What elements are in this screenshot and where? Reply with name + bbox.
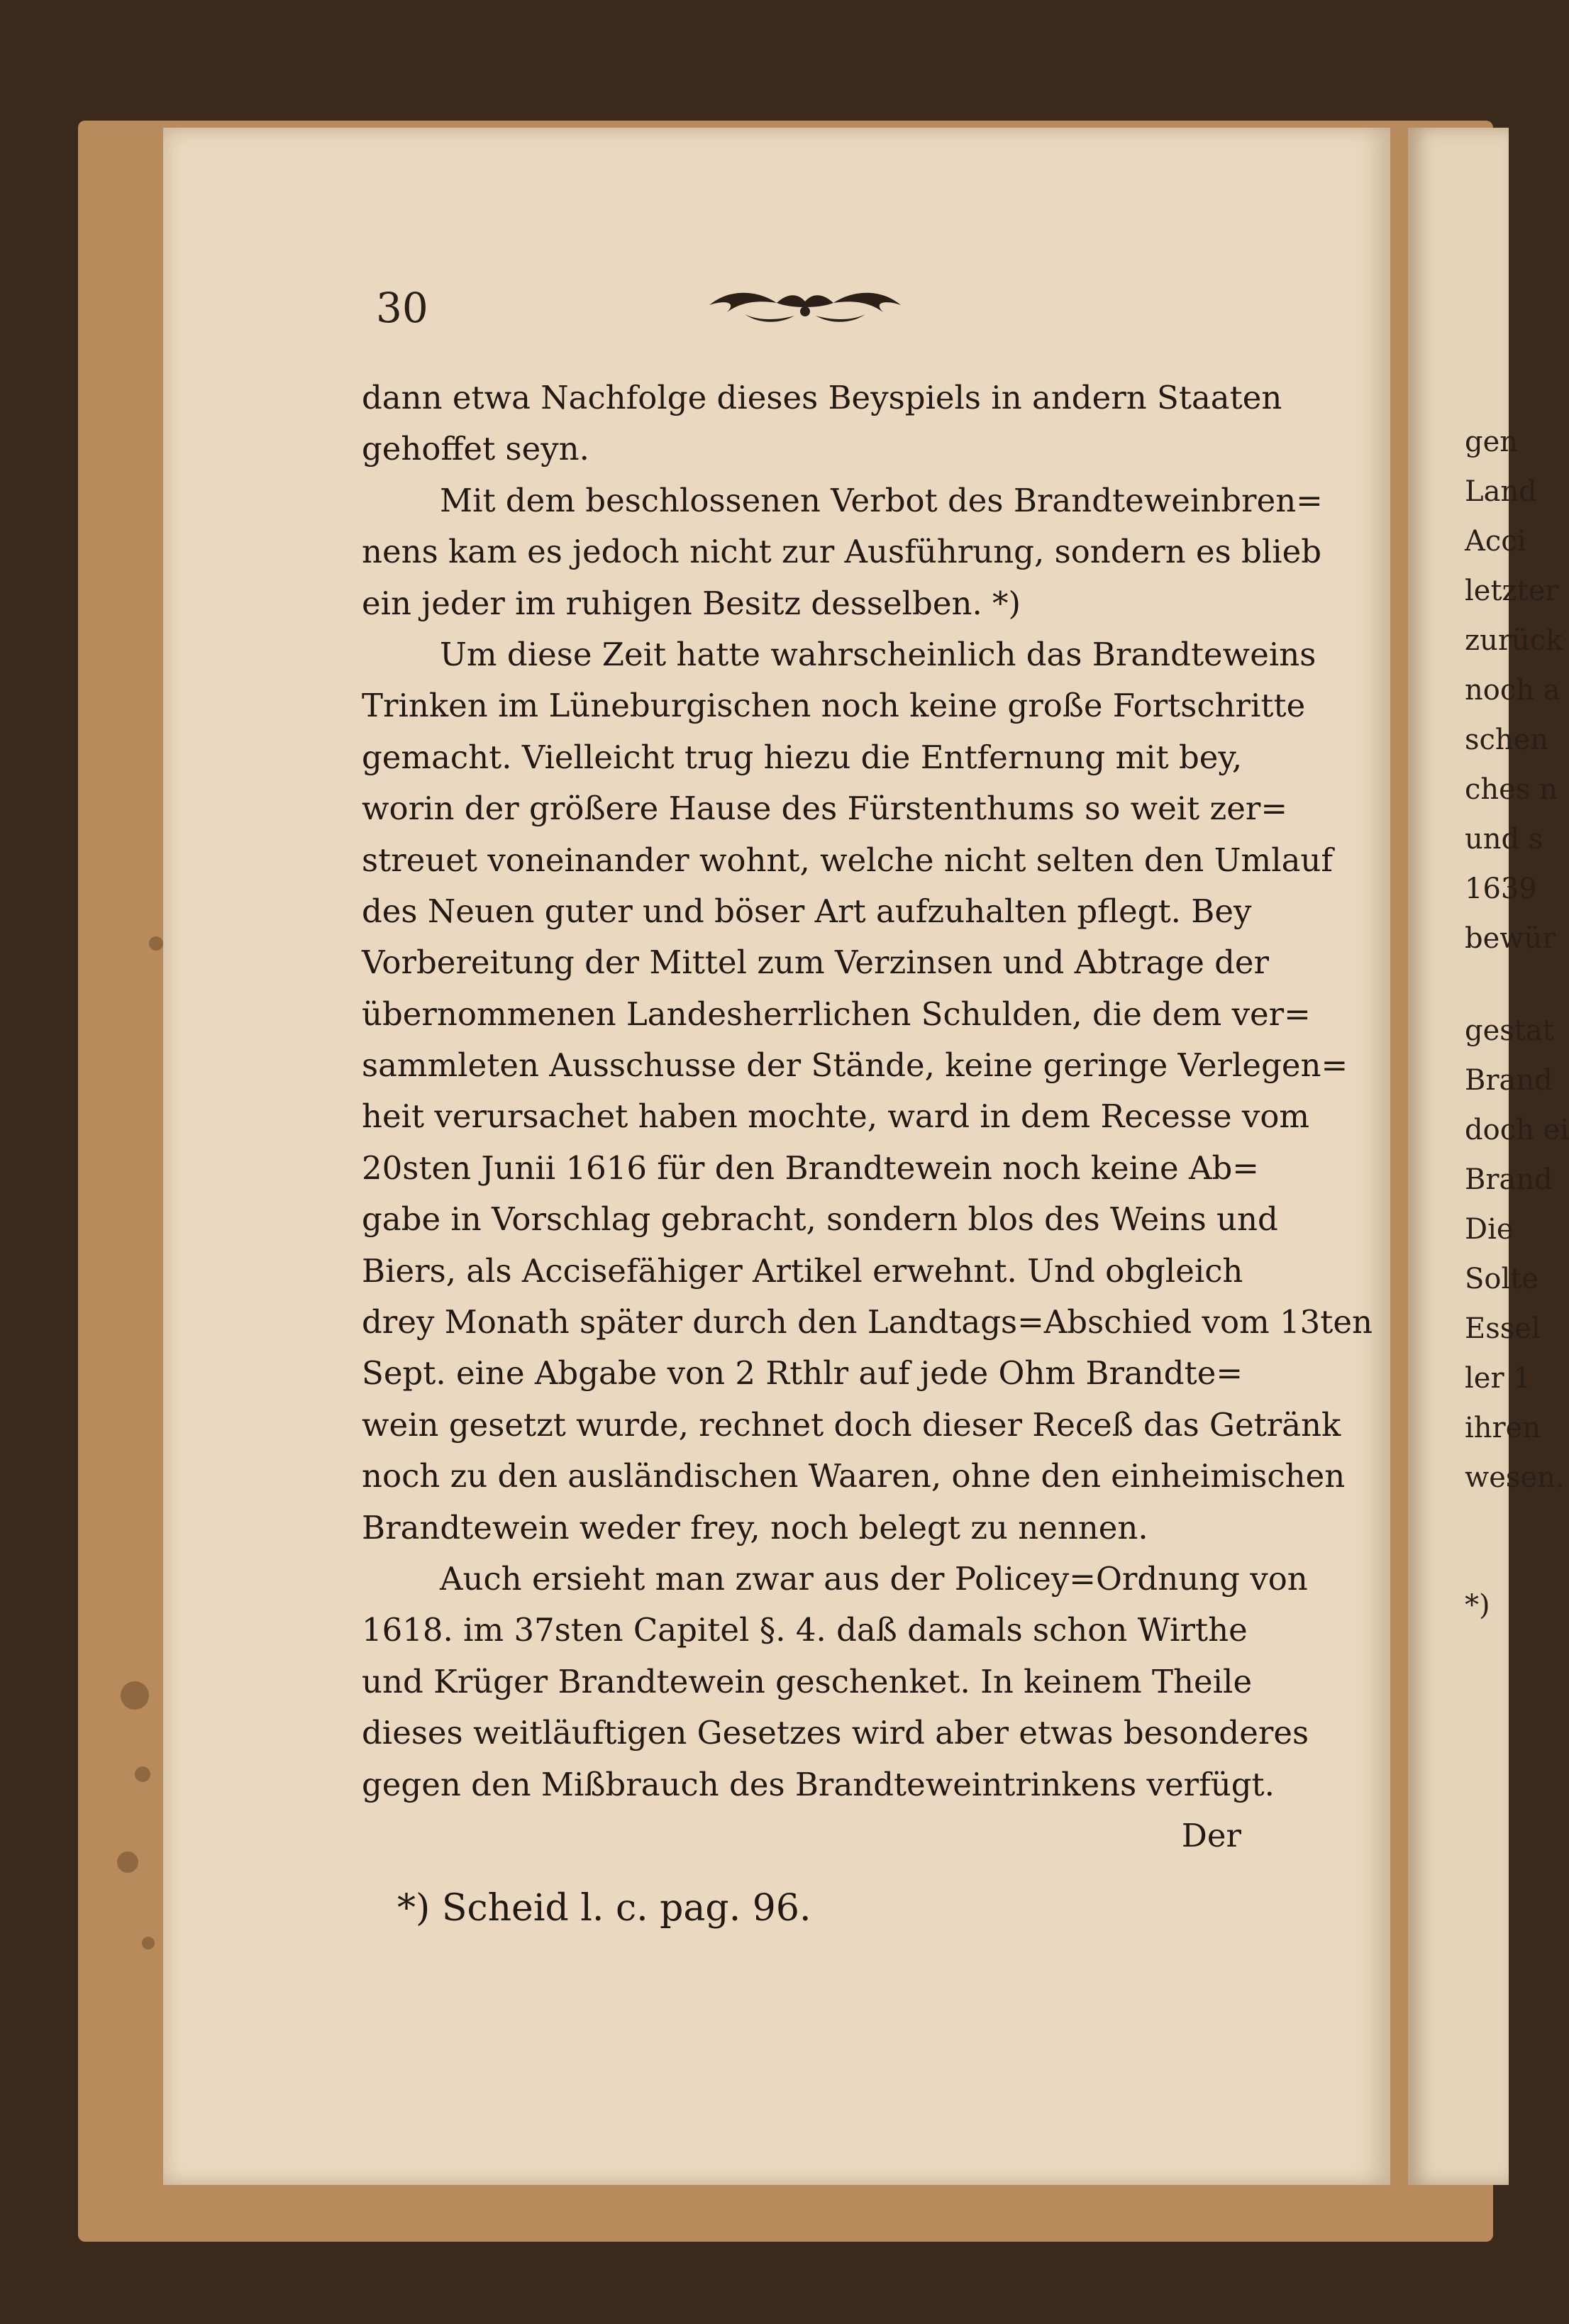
facing-fragment: doch ei (1465, 1114, 1569, 1146)
text-line: Biers, als Accisefähiger Artikel erwehnt. Und obgleich (362, 1251, 1243, 1290)
foxing-stain (117, 1852, 138, 1873)
text-line: Auch ersieht man zwar aus der Policey=Ordnung von (440, 1559, 1308, 1598)
text-line: Trinken im Lüneburgischen noch keine große Fortschritte (362, 687, 1306, 725)
facing-fragment: Brand (1465, 1064, 1553, 1097)
facing-fragment: gestat (1465, 1014, 1554, 1047)
facing-fragment: und s (1465, 823, 1543, 856)
page-number: 30 (376, 284, 428, 332)
facing-fragment: Die (1465, 1213, 1514, 1246)
facing-fragment: *) (1465, 1589, 1490, 1622)
text-line: Brandtewein weder frey, noch belegt zu nennen. (362, 1508, 1148, 1546)
facing-fragment: ler 1 (1465, 1362, 1531, 1395)
foxing-stain (149, 936, 163, 951)
foxing-stain (142, 1937, 155, 1949)
body-text (362, 372, 1373, 1861)
text-line: worin der größere Hause des Fürstenthums so weit zer= (362, 790, 1288, 828)
text-line: gemacht. Vielleicht trug hiezu die Entfernung mit bey, (362, 738, 1243, 776)
text-line: ein jeder im ruhigen Besitz desselben. *) (362, 584, 1021, 622)
facing-page (1408, 128, 1569, 2185)
text-line: gabe in Vorschlag gebracht, sondern blos des Weins und (362, 1200, 1278, 1239)
text-line: Vorbereitung der Mittel zum Verzinsen und Abtrage der (362, 944, 1270, 982)
text-line: gehoffet seyn. (362, 430, 589, 468)
facing-fragment: ches n (1465, 773, 1558, 806)
text-line: Um diese Zeit hatte wahrscheinlich das Brandteweins (440, 635, 1316, 673)
facing-fragment: Brand (1465, 1163, 1553, 1196)
facing-fragment: Essel (1465, 1312, 1541, 1345)
facing-fragment: 1639 (1465, 873, 1537, 905)
text-line: 20sten Junii 1616 für den Brandtewein noch keine Ab= (362, 1149, 1259, 1187)
footnote: *) Scheid l. c. pag. 96. (397, 1887, 811, 1930)
text-line: 1618. im 37sten Capitel §. 4. daß damals schon Wirthe (362, 1611, 1248, 1649)
ornament-icon (702, 280, 908, 330)
facing-fragment: gen (1465, 426, 1519, 458)
text-line: Sept. eine Abgabe von 2 Rthlr auf jede Ohm Brandte= (362, 1354, 1243, 1393)
facing-fragment: ihren (1465, 1412, 1541, 1444)
facing-fragment: Solte (1465, 1263, 1539, 1295)
text-line: noch zu den ausländischen Waaren, ohne den einheimischen (362, 1457, 1346, 1495)
catchword: Der (1181, 1816, 1241, 1854)
facing-fragment: Land (1465, 475, 1537, 508)
text-line: streuet voneinander wohnt, welche nicht selten den Umlauf (362, 841, 1334, 879)
text-line: heit verursachet haben mochte, ward in dem Recesse vom (362, 1097, 1310, 1136)
foxing-stain (121, 1681, 149, 1710)
text-line: gegen den Mißbrauch des Brandteweintrinkens verfügt. (362, 1765, 1275, 1803)
text-line: wein gesetzt wurde, rechnet doch dieser Receß das Getränk (362, 1405, 1341, 1444)
facing-fragment: zurück (1465, 624, 1563, 657)
facing-fragment: noch a (1465, 674, 1560, 707)
facing-fragment: Acci (1465, 525, 1526, 558)
text-line: Mit dem beschlossenen Verbot des Brandteweinbren= (440, 481, 1323, 519)
text-line: nens kam es jedoch nicht zur Ausführung, sondern es blieb (362, 533, 1322, 571)
facing-fragment: wesen. (1465, 1461, 1565, 1494)
text-line: sammleten Ausschusse der Stände, keine geringe Verlegen= (362, 1046, 1348, 1085)
text-line: dann etwa Nachfolge dieses Beyspiels in andern Staaten (362, 379, 1282, 416)
text-line: dieses weitläuftigen Gesetzes wird aber etwas besonderes (362, 1714, 1309, 1752)
facing-fragment: bewür (1465, 922, 1556, 955)
foxing-stain (135, 1766, 150, 1782)
text-line: des Neuen guter und böser Art aufzuhalten pflegt. Bey (362, 892, 1252, 930)
text-line: übernommenen Landesherrlichen Schulden, die dem ver= (362, 995, 1311, 1033)
facing-fragment: schen (1465, 724, 1549, 756)
text-line: drey Monath später durch den Landtags=Abschied vom 13ten (362, 1303, 1373, 1341)
text-line: und Krüger Brandtewein geschenket. In keinem Theile (362, 1662, 1253, 1700)
facing-fragment: letzter (1465, 575, 1559, 607)
